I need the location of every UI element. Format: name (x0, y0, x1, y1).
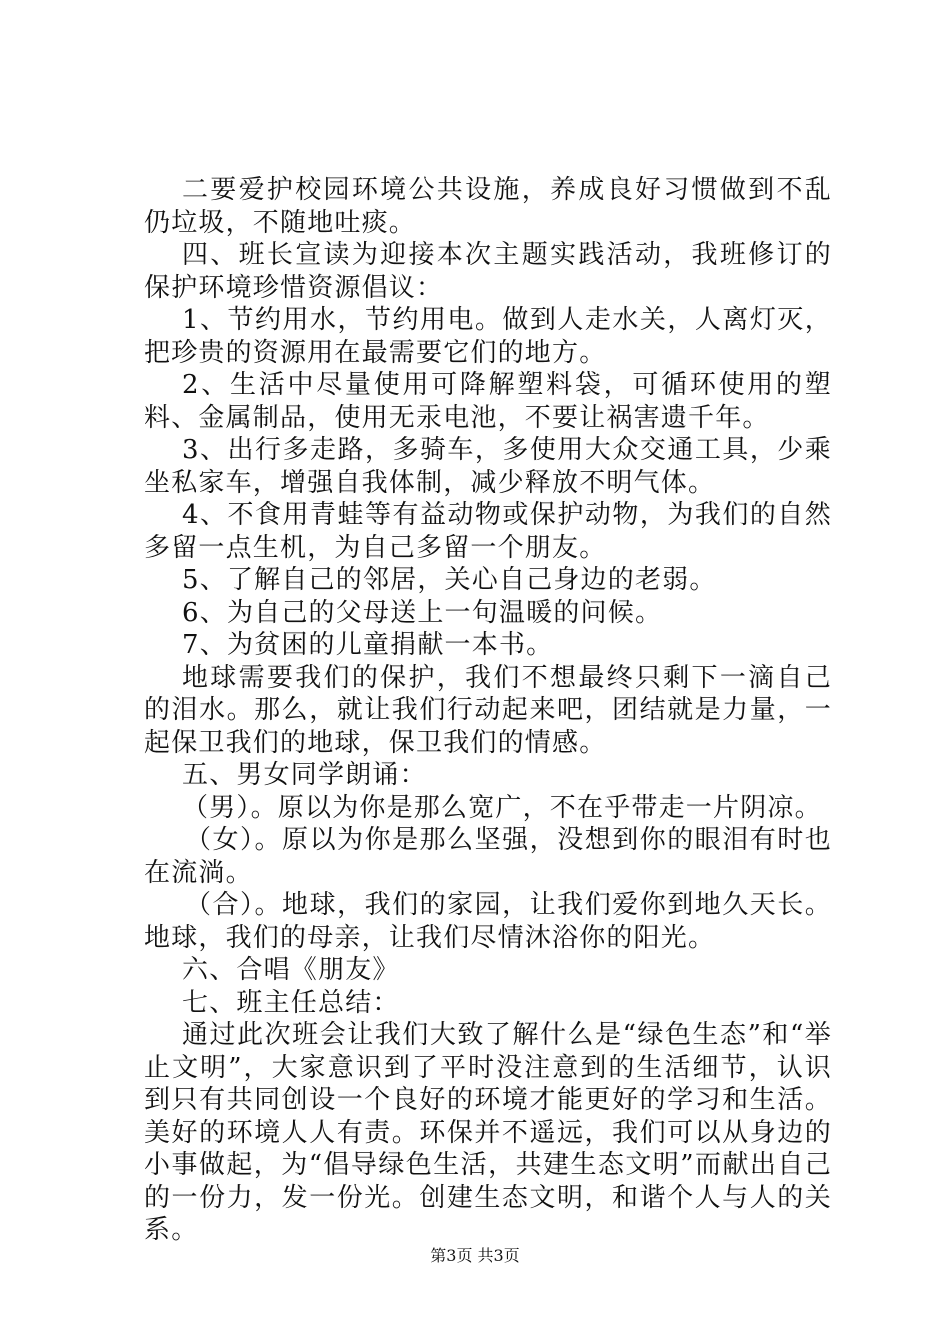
paragraph-proposal-6: 6、为自己的父母送上一句温暖的问候。 (182, 597, 663, 628)
paragraph-earth-protection: 地球需要我们的保护，我们不想最终只剩下一滴自己的泪水。那么，就让我们行动起来吧，团结就是力量，一起保卫我们的地球，保卫我们的情感。 (144, 662, 832, 758)
document-body (144, 174, 832, 1247)
paragraph-summary-body: 通过此次班会让我们大致了解什么是“绿色生态”和“举止文明”，大家意识到了平时没注意到的生活细节，认识到只有共同创设一个良好的环境才能更好的学习和生活。美好的环境人人有责。环保并不遥远，我们可以从身边的小事做起，为“倡导绿色生活，共建生态文明”而献出自己的一份力，发一份光。创建生态文明，和谐个人与人的关系。 (144, 1020, 832, 1245)
paragraph-proposal-5: 5、了解自己的邻居，关心自己身边的老弱。 (182, 565, 717, 595)
paragraph-recitation-together: （合）。地球，我们的家园，让我们爱你到地久天长。地球，我们的母亲，让我们尽情沐浴你的阳光。 (144, 890, 832, 953)
paragraph-proposal-7: 7、为贫困的儿童捐献一本书。 (182, 630, 554, 660)
paragraph-recitation-male: （男）。原以为你是那么宽广，不在乎带走一片阴凉。 (182, 792, 822, 823)
paragraph-recitation-female: （女）。原以为你是那么坚强，没想到你的眼泪有时也在流淌。 (144, 825, 832, 888)
paragraph-proposal-heading: 四、班长宣读为迎接本次主题实践活动，我班修订的保护环境珍惜资源倡议： (144, 240, 832, 303)
paragraph-maintain-facilities: 二要爱护校园环境公共设施，养成良好习惯做到不乱仍垃圾，不随地吐痰。 (144, 175, 832, 238)
paragraph-proposal-2: 2、生活中尽量使用可降解塑料袋，可循环使用的塑料、金属制品，使用无汞电池，不要让祸害遗千年。 (144, 370, 832, 433)
paragraph-proposal-1: 1、节约用水，节约用电。做到人走水关，人离灯灭，把珍贵的资源用在最需要它们的地方。 (144, 305, 832, 368)
paragraph-proposal-4: 4、不食用青蛙等有益动物或保护动物，为我们的自然多留一点生机，为自己多留一个朋友。 (144, 500, 832, 563)
page-number-footer: 第3页 共3页 (430, 1246, 520, 1265)
paragraph-summary-heading: 七、班主任总结： (182, 987, 400, 1018)
paragraph-recitation-heading: 五、男女同学朗诵： (182, 760, 427, 790)
paragraph-proposal-3: 3、出行多走路，多骑车，多使用大众交通工具，少乘坐私家车，增强自我体制，减少释放不明气体。 (144, 435, 832, 498)
paragraph-chorus-heading: 六、合唱《朋友》 (182, 955, 400, 985)
